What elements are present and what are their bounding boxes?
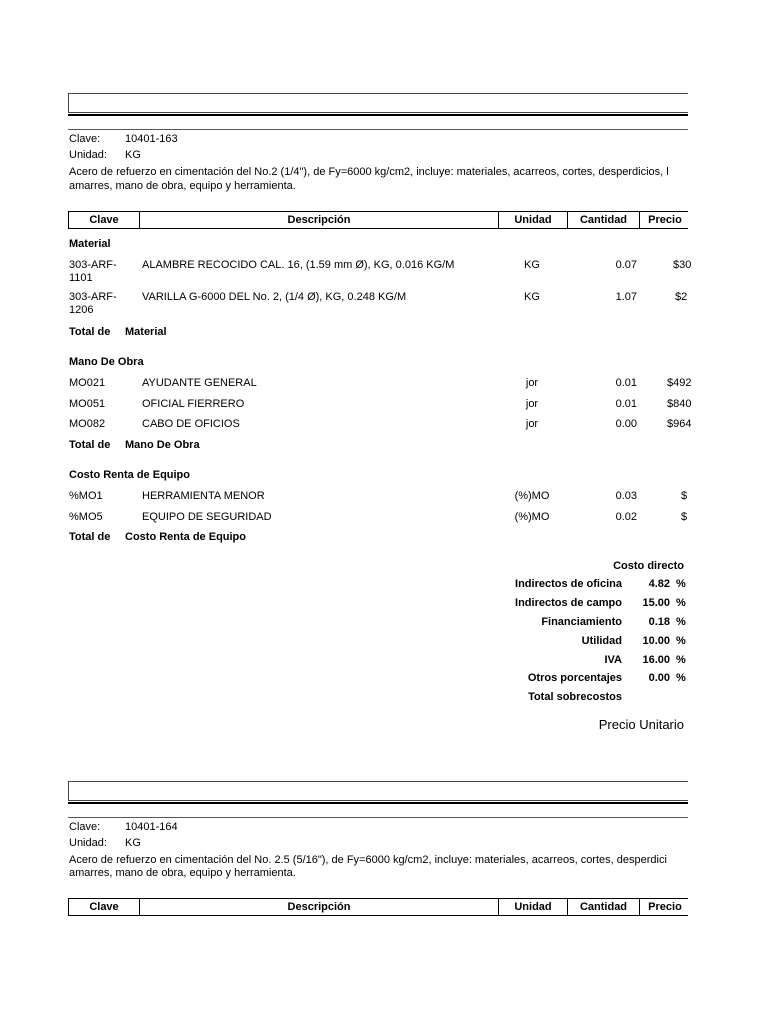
summary-unit: %	[676, 616, 686, 628]
total-de-label: Total de	[69, 326, 111, 338]
row-clave: %MO5	[69, 511, 103, 523]
summary-unit: %	[676, 597, 686, 609]
section-title-equipo: Costo Renta de Equipo	[69, 469, 190, 481]
row-unidad: jor	[525, 398, 539, 410]
row-desc: OFICIAL FIERRERO	[142, 398, 245, 410]
summary-value: 10.00	[642, 635, 670, 647]
col-cantidad: Cantidad	[579, 901, 628, 913]
concept-description-line2: amarres, mano de obra, equipo y herramienta.	[69, 180, 296, 192]
row-clave: 303-ARF-	[69, 291, 117, 303]
row-desc: VARILLA G-6000 DEL No. 2, (1/4 Ø), KG, 0.248 KG/M	[142, 291, 407, 303]
header-rule-thin	[68, 817, 688, 818]
summary-unit: %	[676, 635, 686, 647]
section-title-material: Material	[69, 238, 111, 250]
row-precio: $	[681, 511, 688, 523]
summary-label: IVA	[604, 654, 622, 666]
row-desc: CABO DE OFICIOS	[142, 418, 240, 430]
row-precio: $492	[667, 377, 692, 389]
row-unidad: jor	[525, 377, 539, 389]
concept-description-line1: Acero de refuerzo en cimentación del No.2 (1/4"), de Fy=6000 kg/cm2, incluye: materiales, acarreos, cortes, desperdicios, l	[69, 166, 669, 178]
row-desc: AYUDANTE GENERAL	[142, 377, 257, 389]
table-header	[68, 898, 688, 916]
total-sobrecostos-label: Total sobrecostos	[528, 691, 622, 703]
summary-label: Financiamiento	[541, 616, 622, 628]
col-cantidad: Cantidad	[579, 214, 628, 226]
summary-unit: %	[676, 672, 686, 684]
row-clave-cont: 1206	[69, 304, 94, 316]
unidad-label: Unidad:	[69, 837, 107, 849]
row-precio: $964	[667, 418, 692, 430]
summary-value: 15.00	[642, 597, 670, 609]
row-cantidad: 0.01	[615, 398, 637, 410]
row-clave: %MO1	[69, 490, 103, 502]
summary-value: 16.00	[642, 654, 670, 666]
total-mano-de-obra: Mano De Obra	[125, 439, 200, 451]
row-precio: $2	[675, 291, 688, 303]
summary-value: 0.00	[648, 672, 670, 684]
row-clave: MO082	[69, 418, 106, 430]
concept-description-line2: amarres, mano de obra, equipo y herramienta.	[69, 867, 296, 879]
row-unidad: jor	[525, 418, 539, 430]
row-clave: 303-ARF-	[69, 259, 117, 271]
row-cantidad: 0.00	[615, 418, 637, 430]
row-clave: MO051	[69, 398, 106, 410]
summary-label: Indirectos de oficina	[515, 578, 622, 590]
col-clave: Clave	[89, 901, 119, 913]
unidad-value: KG	[125, 149, 141, 161]
summary-value: 4.82	[648, 578, 670, 590]
row-unidad: KG	[524, 259, 540, 271]
clave-label: Clave:	[69, 821, 101, 833]
total-material: Material	[125, 326, 167, 338]
total-equipo: Costo Renta de Equipo	[125, 531, 246, 543]
header-rule	[68, 802, 688, 804]
row-precio: $30	[673, 259, 692, 271]
row-desc: HERRAMIENTA MENOR	[142, 490, 265, 502]
concept-header-box	[68, 93, 688, 113]
row-precio: $840	[667, 398, 692, 410]
col-precio: Precio	[648, 901, 682, 913]
row-desc: EQUIPO DE SEGURIDAD	[142, 511, 272, 523]
row-precio: $	[681, 490, 688, 502]
row-cantidad: 0.03	[615, 490, 637, 502]
row-desc: ALAMBRE RECOCIDO CAL. 16, (1.59 mm Ø), KG, 0.016 KG/M	[142, 259, 455, 271]
col-unidad: Unidad	[514, 214, 552, 226]
col-precio: Precio	[648, 214, 682, 226]
clave-label: Clave:	[69, 133, 101, 145]
header-rule	[68, 114, 688, 116]
section-title-mano-de-obra: Mano De Obra	[69, 356, 144, 368]
col-clave: Clave	[89, 214, 119, 226]
row-cantidad: 0.02	[615, 511, 637, 523]
total-de-label: Total de	[69, 531, 111, 543]
row-clave-cont: 1101	[69, 272, 93, 284]
summary-label: Otros porcentajes	[527, 672, 622, 684]
clave-value: 10401-164	[125, 821, 178, 833]
summary-unit: %	[676, 578, 686, 590]
summary-unit: %	[676, 654, 686, 666]
unidad-label: Unidad:	[69, 149, 107, 161]
summary-value: 0.18	[648, 616, 670, 628]
table-header	[68, 211, 688, 229]
row-clave: MO021	[69, 377, 106, 389]
summary-label: Indirectos de campo	[515, 597, 622, 609]
row-cantidad: 1.07	[615, 291, 637, 303]
clave-value: 10401-163	[125, 133, 178, 145]
col-unidad: Unidad	[514, 901, 552, 913]
row-cantidad: 0.01	[615, 377, 637, 389]
row-unidad: (%)MO	[514, 490, 550, 502]
total-de-label: Total de	[69, 439, 111, 451]
concept-description-line1: Acero de refuerzo en cimentación del No. 2.5 (5/16"), de Fy=6000 kg/cm2, incluye: materiales, acarreos, cortes, desperdici	[69, 854, 667, 866]
summary-label: Utilidad	[581, 635, 622, 647]
col-descripcion: Descripción	[287, 214, 351, 226]
costo-directo-label: Costo directo	[613, 560, 684, 572]
row-unidad: KG	[524, 291, 540, 303]
concept-header-box	[68, 781, 688, 801]
row-unidad: (%)MO	[514, 511, 550, 523]
row-cantidad: 0.07	[615, 259, 637, 271]
header-rule-thin	[68, 129, 688, 130]
col-descripcion: Descripción	[287, 901, 351, 913]
precio-unitario-label: Precio Unitario	[598, 717, 684, 732]
unidad-value: KG	[125, 837, 141, 849]
